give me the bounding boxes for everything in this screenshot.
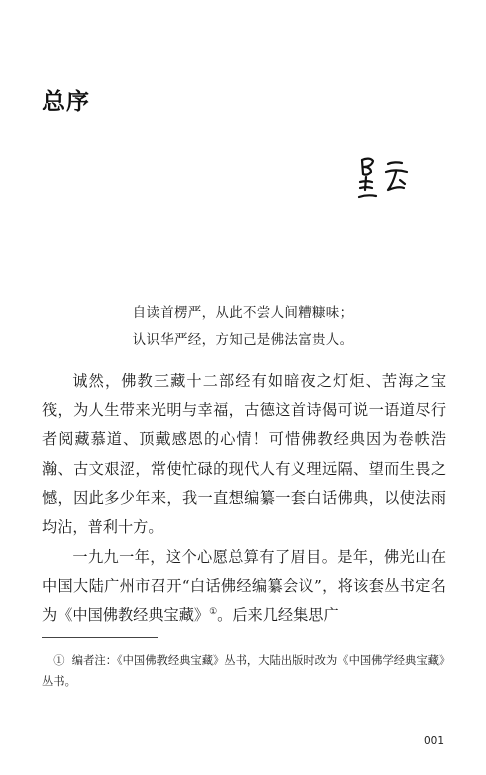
body-paragraph-1: 诚然，佛教三藏十二部经有如暗夜之灯炬、苦海之宝筏，为人生带来光明与幸福，古德这首诗偈可说一语道尽行者阅藏慕道、顶戴感恩的心情！可惜佛教经典因为卷帙浩瀚、古文艰涩，常使忙碌的现代人有义理远隔、望而生畏之憾，因此多少年来，我一直想编纂一套白话佛典，以使法雨均沾，普利十方。 [42,372,446,537]
page-number: 001 [423,735,444,747]
poem-line-1: 自读首楞严，从此不尝人间糟糠味； [132,305,354,321]
footnote [42,650,446,692]
footnote-reference[interactable]: ① [209,607,218,618]
page-title: 总序 [42,89,90,115]
body-paragraph-2 [42,543,446,631]
poem-line-2: 认识华严经，方知己是佛法富贵人。 [132,332,354,348]
paragraph-2-text-end: 。后来几经集思广 [217,606,339,625]
footnote-text: 编者注：《中国佛教经典宝藏》丛书，大陆出版时改为《中国佛学经典宝藏》丛书。 [42,654,445,688]
handwritten-signature [356,150,418,206]
footnote-divider [42,637,158,638]
paragraph-2-text-start: 一九九一年，这个心愿总算有了眉目。是年，佛光山在中国大陆广州市召开“白话佛经编纂会议”，将该套丛书定名为《中国佛教经典宝藏》 [42,548,446,625]
footnote-mark: ① [53,654,65,667]
